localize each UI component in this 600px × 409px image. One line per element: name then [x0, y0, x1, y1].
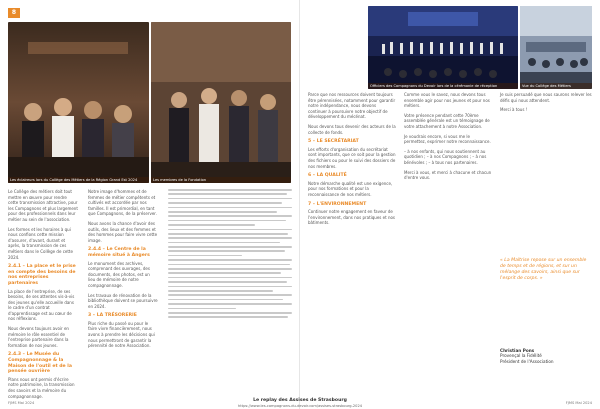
page-footer-left: FJMS Mai 2024 — [8, 401, 35, 405]
section-heading: 2.4.3 – Le Musée du Compagnonnage & la Maison de l'outil et de la pensée ouvrière — [8, 352, 72, 375]
photo-caption: Les éclaireurs lors du Collège des Métiers de la Région Grand Est 2024 — [8, 177, 149, 183]
photo-ceremony-stage — [368, 6, 518, 89]
paragraph: Je suis persuadé que nous saurons relever les défis qui nous attendent. — [500, 92, 592, 103]
signatory-title: Provençal la Fidélité — [500, 353, 542, 359]
signatory-role: Président de l'Association — [500, 358, 554, 364]
paragraph: Nous devons tous devenir des acteurs de la collecte de fonds. — [308, 123, 396, 135]
paragraph: Comme vous le savez, nous devons tous ensemble agir pour nos jeunes et pour nos métiers. — [404, 92, 490, 109]
photo-group-portrait — [151, 22, 291, 183]
page-footer-right: FJMS Mai 2024 — [565, 401, 592, 405]
paragraph: Merci à tous ! — [500, 107, 528, 113]
photo-caption: Vue du Collège des Métiers — [520, 83, 592, 89]
paragraph: Les efforts d'organisation du secrétariat sont importants, que ce soit pour la gestion des fichiers ou pour le suivi des dossiers de nos membres. — [308, 146, 396, 169]
photo-assembly-hall — [8, 22, 149, 183]
footer-replay-title: Le replay des Assises de Strasbourg — [253, 398, 347, 403]
paragraph: Je voudrais encore, si vous me le permettez, exprimer notre reconnaissance. — [404, 133, 491, 145]
paragraph: Plus riche du passé ou pour le faire vivre financièrement, nous avons à prendre les décisions qui nous permettront de garantir la pérennité de notre Association. — [88, 320, 155, 349]
paragraph: Les travaux de rénovation de la bibliothèque doivent se poursuivre en 2024. — [88, 292, 158, 309]
left-column-2 — [88, 189, 158, 353]
signature-block — [500, 348, 592, 364]
paragraph: La place de l'entreprise, de ses besoins, de ses attentes vis-à-vis des jeunes qu'elle accueille dans le cadre d'un contrat d'apprentissage est au cœur de nos réflexions. — [8, 288, 75, 322]
paragraph: Notre démarche qualité est une exigence, pour nos formations et pour la reconnaissance de nos métiers. — [308, 180, 393, 197]
signatory-name: Christian Pons — [500, 348, 535, 353]
paragraph: Nous avons la chance d'avoir des outils, des lieux et des femmes et des hommes pour faire vivre cette image. — [88, 220, 158, 243]
paragraph: Notre image d'hommes et de femmes de métier compétents et cultivés est accordée par nos familles. Il est primordial, en tant que Compagnons, de la préserver. — [88, 189, 157, 217]
section-heading: 6 – LA QUALITÉ — [308, 173, 347, 179]
right-column-1 — [308, 92, 396, 230]
paragraph: Plans nous ont permis d'écrire notre patrimoine, la transmission des savoirs et la mémoire du compagnonnage. — [8, 376, 75, 399]
section-heading: 5 – LE SECRÉTARIAT — [308, 139, 359, 145]
paragraph: Les formes et les horaires à qui nous confions cette mission d'assurer, d'avant, durant et après, la transmission de ces métiers dans le Collège de cette 2024. — [8, 226, 73, 260]
photo-meeting-room — [520, 6, 592, 89]
photo-caption: Les membres de la Fondation — [151, 177, 291, 183]
left-column-3-text — [168, 189, 292, 321]
right-column-3 — [500, 92, 592, 117]
bullet-list: – à nos enfants, qui nous soutiennent au quotidien ; – à nos Compagnons ; – à nos bénévoles ; – à tous nos partenaires. — [404, 148, 487, 165]
paragraph: Merci à vous, et merci à chacune et chacun d'entre vous. — [404, 169, 492, 181]
right-column-2 — [404, 92, 492, 185]
paragraph: Nous devons toujours avoir en mémoire le rôle essentiel de l'entreprise partenaire dans la formation de nos jeunes. — [8, 326, 69, 348]
section-heading: 3 – LA TRÉSORERIE — [88, 313, 137, 319]
section-heading: 7 – L'ENVIRONNEMENT — [308, 201, 367, 207]
footer-replay-link[interactable]: https://www.les-compagnons-du-devoir.com/assises-strasbourg-2024 — [237, 404, 363, 408]
paragraph: Le Collège des métiers doit tout mettre en œuvre pour rendre cette transmission attractive, pour les Compagnons et plus largement pour des professionnels dans leur métier au sein de l'association. — [8, 189, 78, 222]
photo-caption: Officiers des Compagnons du Devoir lors de la cérémonie de réception — [368, 83, 518, 89]
paragraph: Parce que nos ressources doivent toujours être pérennisées, notamment pour garantir notre indépendance, nous devons continuer à poursuivre notre objectif de développement du mécénat. — [308, 92, 396, 120]
paragraph: Continuer notre engagement en faveur de l'environnement, dans nos pratiques et nos bâtiments. — [308, 209, 396, 226]
left-column-1 — [8, 189, 78, 403]
right-page — [300, 0, 600, 409]
page-number-left: 8 — [8, 8, 20, 18]
pull-quote: « La Maîtrise repose sur un ensemble de temps et de régions, et sur un mélange des savoirs, ainsi que sur l'esprit de corps. » — [500, 258, 587, 281]
text-lines — [168, 189, 292, 318]
paragraph: Votre présence pendant cette 70ème assemblée générale est un témoignage de votre attachement à notre Association. — [404, 112, 490, 129]
section-heading: 2.4.4 – Le Centre de la mémoire situé à Angers — [88, 247, 150, 258]
section-heading: 2.4.1 – La place et le prise en compte des besoins de nos entreprises partenaires — [8, 264, 76, 286]
paragraph: Le monument des archives, comprenant des ouvrages, des documents, des photos, est un lieu de mémoire de notre compagnonnage. — [88, 260, 150, 288]
